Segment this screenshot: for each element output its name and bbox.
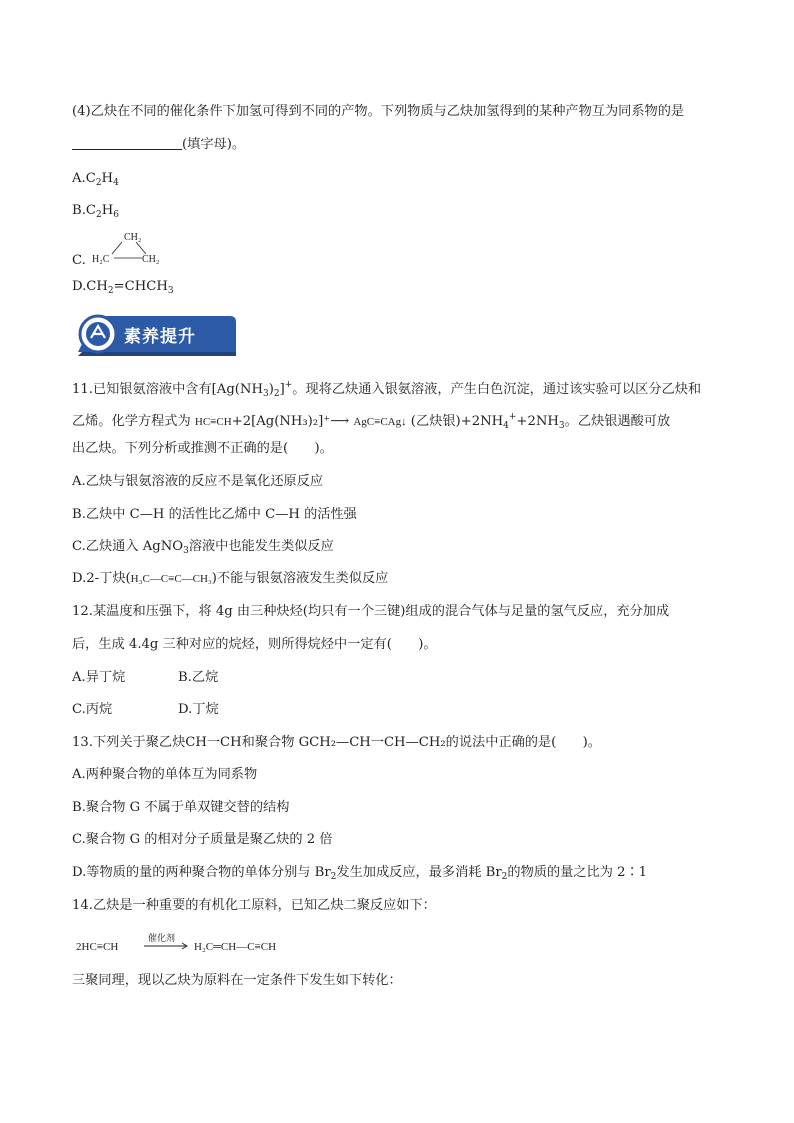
cyclopropane-right: CH₂ bbox=[142, 254, 160, 265]
q11-sub: 3 bbox=[558, 421, 565, 431]
q12-stem-line2: 后，生成 4.4g 三种对应的烷烃，则所得烷烃中一定有( )。 bbox=[72, 637, 437, 652]
cyclopropane-structure bbox=[88, 228, 178, 268]
opt-text: 溶液中也能发生类似反应 bbox=[188, 539, 334, 554]
q11-text: ] bbox=[279, 382, 285, 397]
opt-sub: 2 bbox=[330, 872, 337, 882]
opt-text: C.乙炔通入 AgNO bbox=[72, 539, 184, 554]
q11-sub: 3 bbox=[262, 389, 269, 399]
q11-text: +2NH bbox=[516, 414, 559, 429]
q11-stem-line2 bbox=[72, 408, 670, 435]
q4-option-d bbox=[72, 278, 174, 300]
q11-option-b: B.乙炔中 C—H 的活性比乙烯中 C—H 的活性强 bbox=[72, 507, 357, 522]
q11-sup: + bbox=[508, 412, 517, 422]
opt-sub: 2 bbox=[501, 872, 508, 882]
q13-option-a: A.两种聚合物的单体互为同系物 bbox=[72, 767, 258, 782]
q11-option-a: A.乙炔与银氨溶液的反应不是氧化还原反应 bbox=[72, 474, 324, 489]
section-title: 素养提升 bbox=[124, 327, 196, 347]
q11-text: ) bbox=[268, 382, 274, 397]
cyclopropane-top: CH₂ bbox=[124, 232, 142, 243]
q11-text: 。现将乙炔通入银氨溶液，产生白色沉淀，通过该实验可以区分乙炔和 bbox=[292, 382, 702, 397]
opt-text: H bbox=[101, 203, 114, 218]
q13-stem: 13.下列关于聚乙炔CH一CH和聚合物 GCH₂—CH一CH—CH₂的说法中正确的是( )。 bbox=[72, 735, 601, 750]
opt-sub: 3 bbox=[183, 546, 189, 556]
opt-text: B.C bbox=[72, 203, 96, 218]
q4-option-c-label: C. bbox=[72, 253, 86, 268]
opt-text: A.C bbox=[72, 171, 96, 186]
cyclopropane-left: H₂C bbox=[92, 254, 110, 265]
q11-text: (乙炔银)+2NH bbox=[410, 414, 504, 429]
opt-text: )不能与银氨溶液发生类似反应 bbox=[211, 571, 389, 586]
q11-sub: 2 bbox=[273, 389, 280, 399]
eq-catalyst: 催化剂 bbox=[148, 934, 176, 944]
opt-sub: 2 bbox=[95, 178, 102, 188]
q14-stem: 14.乙炔是一种重要的有机化工原料，已知乙炔二聚反应如下： bbox=[72, 898, 436, 913]
q12-option-c: C.丙烷 bbox=[72, 702, 113, 717]
q11-sup: + bbox=[284, 380, 293, 390]
equation-reactant: HC≡CH bbox=[194, 416, 232, 428]
equation-reactant-2: +2[Ag(NH₃)₂]⁺⟶ bbox=[231, 414, 350, 429]
q12-option-a: A.异丁烷 bbox=[72, 670, 126, 685]
opt-sub: 2 bbox=[95, 210, 102, 220]
bond-line bbox=[112, 242, 122, 254]
opt-text: D.CH bbox=[72, 279, 108, 294]
q13-option-c: C.聚合物 G 的相对分子质量是聚乙炔的 2 倍 bbox=[72, 832, 333, 847]
opt-text: H bbox=[101, 171, 114, 186]
q4-stem: (4)乙炔在不同的催化条件下加氢可得到不同的产物。下列物质与乙炔加氢得到的某种产物互为同系物的是 bbox=[72, 104, 685, 119]
q4-suffix: (填字母)。 bbox=[182, 137, 246, 152]
opt-text: 发生加成反应，最多消耗 Br bbox=[336, 865, 502, 880]
q11-option-c bbox=[72, 538, 334, 560]
opt-sub: 4 bbox=[113, 178, 119, 188]
q11-text: 11.已知银氨溶液中含有[Ag(NH bbox=[72, 382, 263, 397]
q11-option-d bbox=[72, 570, 388, 588]
opt-text: D.2-丁炔( bbox=[72, 571, 131, 586]
q4-option-b bbox=[72, 202, 119, 224]
opt-sub: 6 bbox=[113, 210, 119, 220]
q11-text: 乙烯。化学方程式为 bbox=[72, 414, 191, 429]
dimerization-equation bbox=[74, 930, 334, 956]
q4-option-a bbox=[72, 170, 119, 192]
butyne-formula: H₃C—C≡C—CH₃ bbox=[130, 573, 212, 585]
answer-blank[interactable] bbox=[72, 137, 182, 150]
opt-text: D.等物质的量的两种聚合物的单体分别与 Br bbox=[72, 865, 331, 880]
q12-stem-line1: 12.某温度和压强下，将 4g 由三种炔烃(均只有一个三键)组成的混合气体与足量的氢气反应，充分加成 bbox=[72, 604, 670, 619]
q12-option-b: B.乙烷 bbox=[178, 670, 219, 685]
q12-option-d: D.丁烷 bbox=[178, 702, 219, 717]
opt-sub: 2 bbox=[107, 286, 114, 296]
q13-option-d bbox=[72, 864, 647, 886]
equation-product: AgC≡CAg↓ bbox=[353, 416, 407, 428]
q11-text: 。乙炔银遇酸可放 bbox=[564, 414, 671, 429]
bond-line bbox=[136, 242, 146, 254]
eq-right: H₂C═CH—C≡CH bbox=[194, 941, 277, 953]
q11-stem-line1 bbox=[72, 376, 701, 403]
opt-text: 的物质的量之比为 2∶1 bbox=[507, 865, 648, 880]
opt-text: =CHCH bbox=[113, 279, 168, 294]
q11-stem-line3: 出乙炔。下列分析或推测不正确的是( )。 bbox=[72, 441, 333, 456]
eq-left: 2HC≡CH bbox=[76, 941, 119, 953]
q11-sub: 4 bbox=[503, 421, 509, 431]
opt-sub: 3 bbox=[167, 286, 174, 296]
q14-stem-line2: 三聚同理，现以乙炔为原料在一定条件下发生如下转化： bbox=[72, 973, 402, 988]
q13-option-b: B.聚合物 G 不属于单双键交替的结构 bbox=[72, 800, 290, 815]
q4-stem-line2 bbox=[72, 136, 245, 154]
